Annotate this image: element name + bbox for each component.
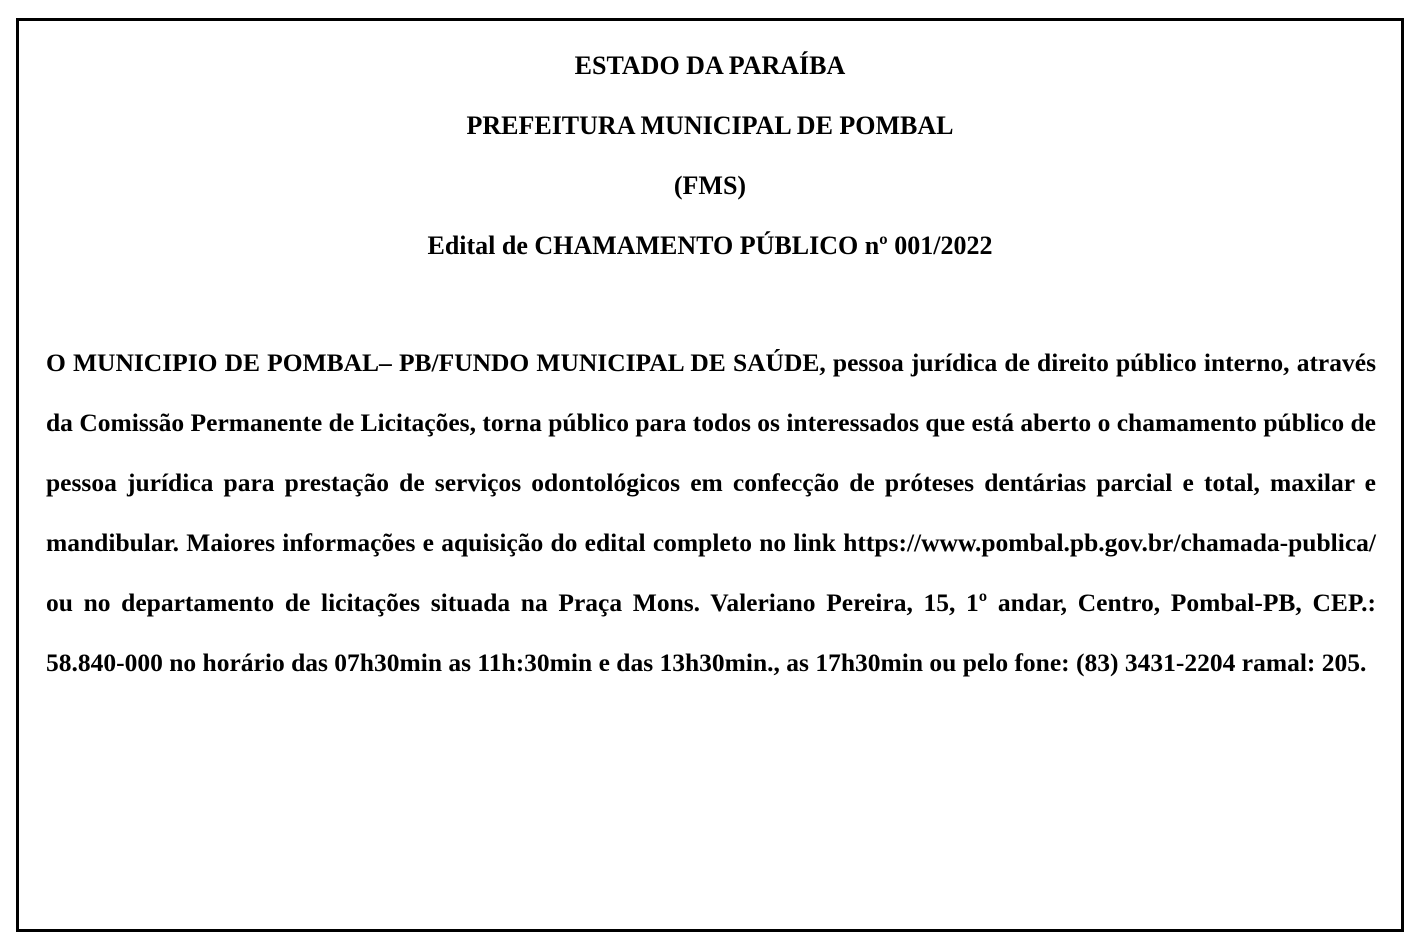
fund-heading: (FMS) [673, 171, 747, 200]
notice-frame [16, 18, 1404, 932]
city-hall-heading: PREFEITURA MUNICIPAL DE POMBAL [466, 111, 954, 140]
state-heading: ESTADO DA PARAÍBA [574, 51, 846, 80]
notice-body: O MUNICIPIO DE POMBAL– PB/FUNDO MUNICIPAL DE SAÚDE, pessoa jurídica de direito público interno, através da Comissão Permanente de Licitações, torna público para todos os interessados que está aberto o chamamento público de pessoa jurídica para prestação de serviços odontológicos em confecção de próteses dentárias parcial e total, maxilar e mandibular. Maiores informações e aquisição do edital completo no link https://www.pombal.pb.gov.br/chamada-publica/ ou no departamento de licitações situada na Praça Mons. Valeriano Pereira, 15, 1º andar, Centro, Pombal-PB, CEP.: 58.840-000 no horário das 07h30min as 11h:30min e das 13h30min., as 17h30min ou pelo fone: (83) 3431-2204 ramal: 205. [46, 348, 1376, 677]
edital-title: Edital de CHAMAMENTO PÚBLICO nº 001/2022 [427, 231, 993, 260]
